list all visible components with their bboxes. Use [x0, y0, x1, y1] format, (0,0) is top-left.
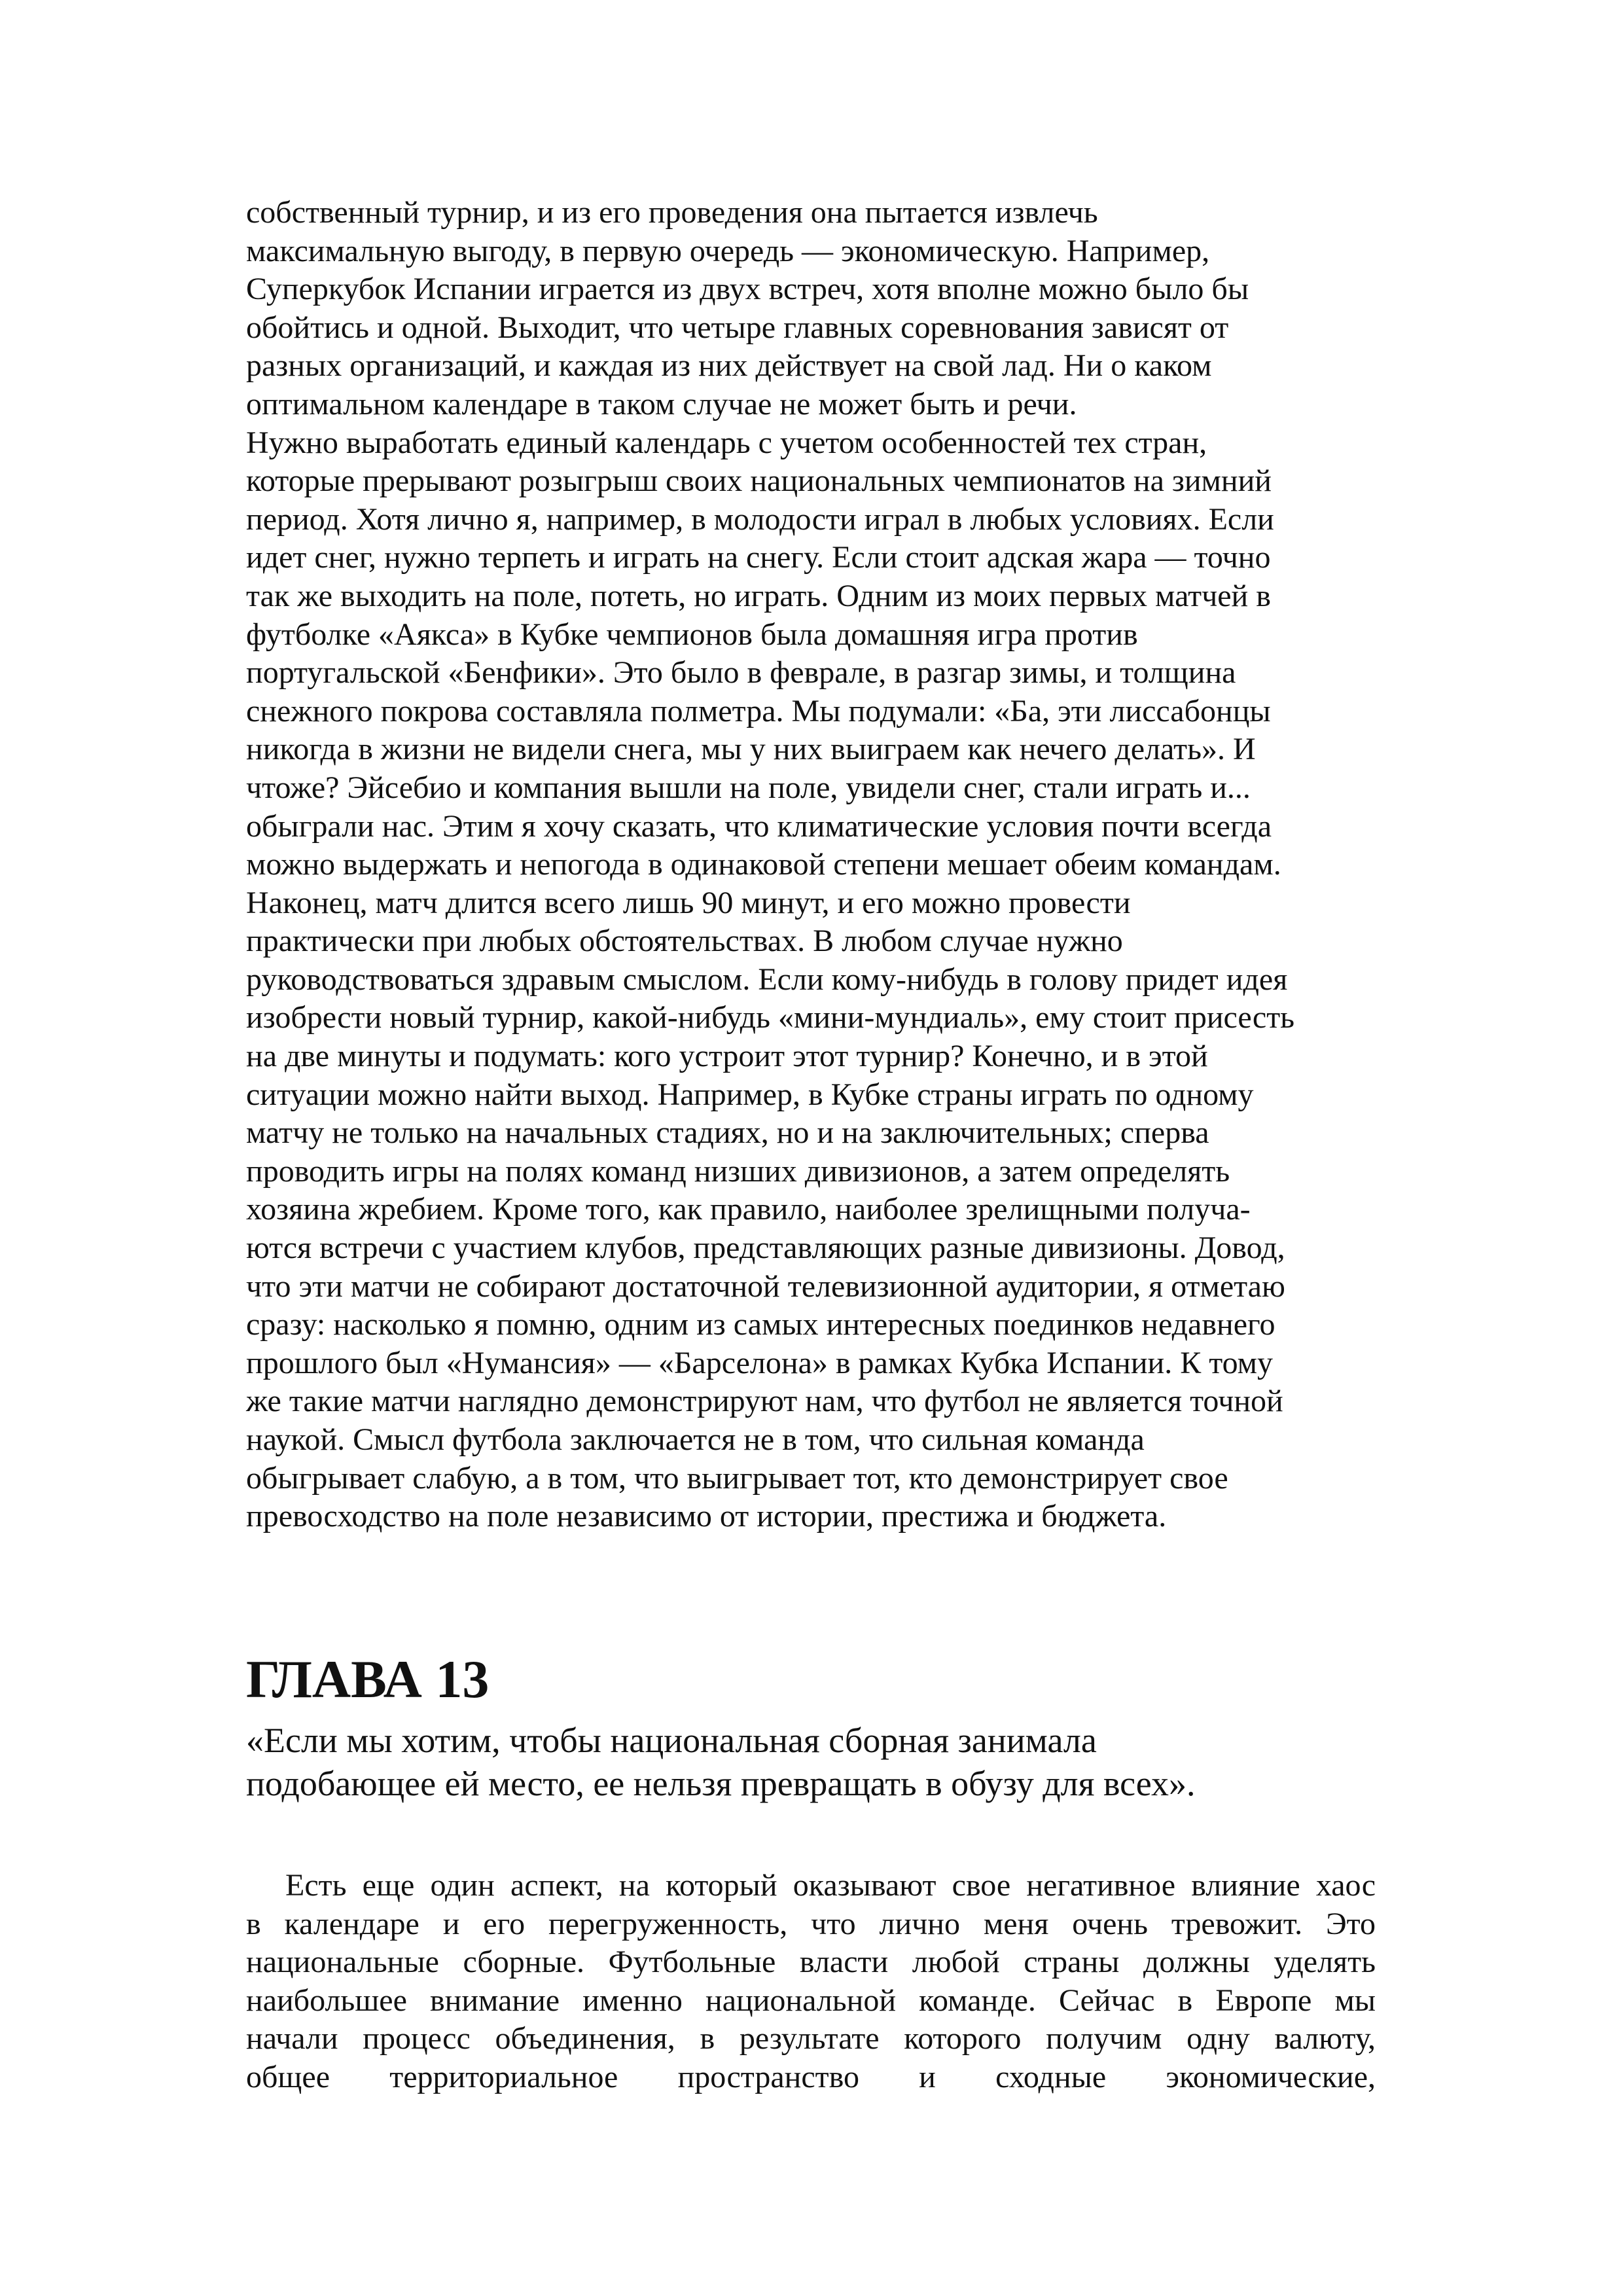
text-line: обойтись и одной. Выходит, что четыре главных соревнования зависят от — [246, 310, 1229, 345]
text-line: национальные сборные. Футбольные власти любой страны должны уделять — [246, 1945, 1376, 1980]
text-line: обыграли нас. Этим я хочу сказать, что климатические условия почти всегда — [246, 808, 1272, 844]
text-line: руководствоваться здравым смыслом. Если кому-нибудь в голову придет идея — [246, 961, 1288, 997]
text-line: ситуации можно найти выход. Например, в Кубке страны играть по одному — [246, 1077, 1254, 1112]
text-line: изобрести новый турнир, какой-нибудь «мини-мундиаль», ему стоит присесть — [246, 1000, 1295, 1035]
text-line: португальской «Бенфики». Это было в феврале, в разгар зимы, и толщина — [246, 655, 1236, 691]
text-line: матчу не только на начальных стадиях, но и на заключительных; сперва — [246, 1115, 1209, 1151]
text-line: оптимальном календаре в таком случае не может быть и речи. — [246, 386, 1077, 422]
text-line: футболке «Аякса» в Кубке чемпионов была домашняя игра против — [246, 617, 1138, 652]
text-line: проводить игры на полях команд низших дивизионов, а затем определять — [246, 1153, 1230, 1189]
chapter-epigraph — [246, 1719, 1196, 1805]
text-line: разных организаций, и каждая из них действует на свой лад. Ни о каком — [246, 348, 1212, 384]
text-line: начали процесс объединения, в результате которого получим одну валюту, — [246, 2021, 1376, 2056]
text-line: Нужно выработать единый календарь с учетом особенностей тех стран, — [246, 425, 1207, 460]
text-line: что эти матчи не собирают достаточной телевизионной аудитории, я отметаю — [246, 1268, 1285, 1304]
text-line: практически при любых обстоятельствах. В любом случае нужно — [246, 924, 1123, 959]
text-line: же такие матчи наглядно демонстрируют нам, что футбол не является точной — [246, 1384, 1283, 1419]
text-line: так же выходить на поле, потеть, но играть. Одним из моих первых матчей в — [246, 578, 1271, 613]
text-line: на две минуты и подумать: кого устроит этот турнир? Конечно, и в этой — [246, 1039, 1208, 1074]
epigraph-line: «Если мы хотим, чтобы национальная сборная занимала — [246, 1721, 1097, 1760]
text-line: снежного покрова составляла полметра. Мы подумали: «Ба, эти лиссабонцы — [246, 693, 1271, 728]
text-line: Суперкубок Испании играется из двух встреч, хотя вполне можно было бы — [246, 272, 1249, 307]
text-line: наибольшее внимание именно национальной команде. Сейчас в Европе мы — [246, 1982, 1376, 2018]
text-line: превосходство на поле независимо от истории, престижа и бюджета. — [246, 1499, 1167, 1534]
paragraph-continued — [246, 194, 1372, 1536]
chapter-body-paragraph — [246, 1867, 1376, 2097]
text-line: идет снег, нужно терпеть и играть на снегу. Если стоит адская жара — точно — [246, 540, 1271, 575]
epigraph-line: подобающее ей место, ее нельзя превращать в обузу для всех». — [246, 1764, 1196, 1803]
text-line: общее территориальное пространство и сходные экономические, — [246, 2059, 1376, 2094]
text-line: сразу: насколько я помню, одним из самых интересных поединков недавнего — [246, 1307, 1275, 1342]
text-line: ются встречи с участием клубов, представляющих разные дивизионы. Довод, — [246, 1230, 1285, 1266]
text-line: Есть еще один аспект, на который оказывают свое негативное влияние хаос — [285, 1868, 1376, 1903]
text-line: можно выдержать и непогода в одинаковой степени мешает обеим командам. — [246, 847, 1281, 882]
text-line: собственный турнир, и из его проведения она пытается извлечь — [246, 195, 1098, 230]
chapter-title: ГЛАВА 13 — [246, 1649, 490, 1709]
text-line: Наконец, матч длится всего лишь 90 минут, и его можно провести — [246, 885, 1131, 920]
text-line: в календаре и его перегруженность, что лично меня очень тревожит. Это — [246, 1906, 1376, 1941]
text-line: обыгрывает слабую, а в том, что выигрывает тот, кто демонстрирует свое — [246, 1460, 1228, 1496]
text-line: которые прерывают розыгрыш своих национальных чемпионатов на зимний — [246, 463, 1272, 499]
text-line: максимальную выгоду, в первую очередь — экономическую. Например, — [246, 233, 1210, 268]
text-line: никогда в жизни не видели снега, мы у них выиграем как нечего делать». И — [246, 732, 1256, 767]
text-line: чтоже? Эйсебио и компания вышли на поле, увидели снег, стали играть и... — [246, 770, 1251, 805]
text-line: прошлого был «Нумансия» — «Барселона» в рамках Кубка Испании. К тому — [246, 1345, 1274, 1380]
text-line: хозяина жребием. Кроме того, как правило, наиболее зрелищными получа- — [246, 1192, 1251, 1227]
text-line: наукой. Смысл футбола заключается не в том, что сильная команда — [246, 1422, 1145, 1457]
text-line: период. Хотя лично я, например, в молодости играл в любых условиях. Если — [246, 501, 1274, 537]
